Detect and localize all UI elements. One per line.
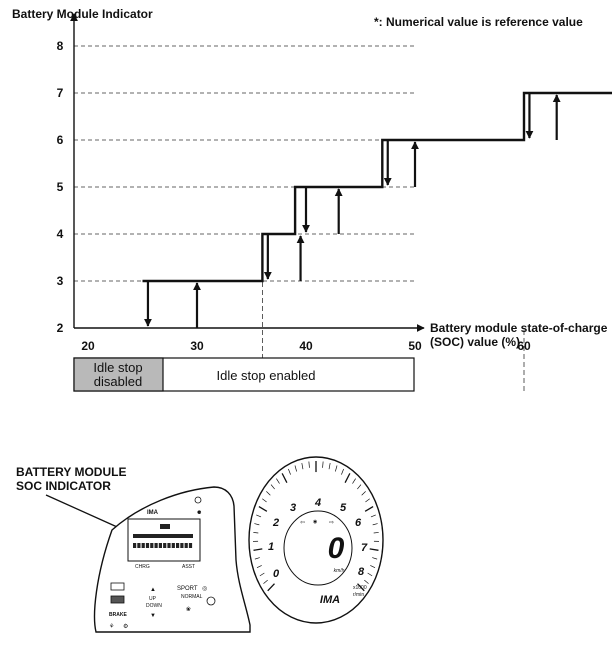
indicator-lamp-2 — [111, 596, 124, 603]
tach-digit-6: 6 — [355, 517, 362, 529]
misc-icon: ◎ — [202, 586, 207, 592]
callout-label-1: BATTERY MODULE — [16, 465, 126, 479]
step-curve-line — [143, 46, 612, 281]
callout-label-2: SOC INDICATOR — [16, 479, 111, 493]
chrg-label: CHRG — [135, 564, 150, 570]
soc-segment-6 — [155, 543, 158, 548]
soc-segment-1 — [133, 543, 136, 548]
tach-digit-0: 0 — [273, 568, 280, 580]
zone-disabled-label-1: Idle stop — [93, 360, 142, 375]
soc-segment-5 — [150, 543, 153, 548]
y-tick-labels — [57, 39, 64, 335]
y-tick-5: 5 — [57, 180, 64, 194]
soc-segment-10 — [172, 543, 175, 548]
x-tick-30: 30 — [190, 339, 204, 353]
eco-icon: ❀ — [186, 606, 191, 613]
x-axis-label-line1: Battery module state-of-charge — [430, 321, 608, 335]
seatbelt-icon: ⚈ — [197, 510, 202, 516]
soc-segment-4 — [146, 543, 149, 548]
tach-digit-8: 8 — [358, 566, 365, 578]
y-tick-7: 7 — [57, 86, 64, 100]
zone-enabled-label: Idle stop enabled — [216, 368, 315, 383]
soc-segment-3 — [142, 543, 145, 548]
soc-segment-12 — [180, 543, 183, 548]
speed-readout: 0 — [328, 532, 345, 565]
headlight-icon: ◉ — [313, 519, 317, 525]
tach-unit: x1000 — [353, 585, 367, 591]
oil-icon: ⚘ — [109, 623, 114, 630]
ima-brand-logo: IMA — [320, 594, 340, 606]
soc-segment-13 — [185, 543, 188, 548]
up-label: UP — [149, 596, 157, 602]
speed-unit: km/h — [334, 568, 345, 574]
soc-segment-7 — [159, 543, 162, 548]
engine-icon: ⚙ — [123, 623, 128, 630]
soc-bar-row-1 — [133, 534, 193, 538]
down-arrow-icon: ▼ — [150, 613, 156, 619]
y-tick-8: 8 — [57, 39, 64, 53]
x-tick-50: 50 — [408, 339, 422, 353]
soc-step-curve — [143, 46, 612, 281]
y-tick-3: 3 — [57, 274, 64, 288]
soc-segment-11 — [176, 543, 179, 548]
soc-segment-14 — [189, 543, 192, 548]
tach-rpm: r/min — [353, 592, 364, 598]
x-tick-60: 60 — [517, 339, 531, 353]
chart-y-title: Battery Module Indicator — [12, 7, 153, 21]
left-turn-icon: ⇦ — [300, 520, 305, 526]
tach-digit-5: 5 — [340, 502, 347, 514]
tach-digit-4: 4 — [314, 497, 321, 509]
right-turn-icon: ⇨ — [329, 520, 334, 526]
sport-label: SPORT — [177, 586, 198, 592]
soc-segment-9 — [167, 543, 170, 548]
x-tick-40: 40 — [299, 339, 313, 353]
tach-digit-3: 3 — [290, 502, 296, 514]
soc-display-top-block — [160, 524, 170, 529]
soc-segment-2 — [137, 543, 140, 548]
asst-label: ASST — [182, 564, 195, 570]
down-label: DOWN — [146, 603, 162, 609]
ima-indicator-label: IMA — [147, 510, 159, 516]
tach-digit-2: 2 — [272, 517, 279, 529]
y-tick-4: 4 — [57, 227, 64, 241]
x-axis-label-line2: (SOC) value (%) — [430, 335, 520, 349]
tach-digit-1: 1 — [268, 541, 274, 553]
y-tick-6: 6 — [57, 133, 64, 147]
brake-label: BRAKE — [109, 612, 127, 618]
zone-disabled-label-2: disabled — [94, 374, 142, 389]
up-arrow-icon: ▲ — [150, 587, 156, 593]
chart-note: *: Numerical value is reference value — [374, 15, 583, 29]
y-tick-2: 2 — [57, 321, 64, 335]
soc-segment-8 — [163, 543, 166, 548]
grid-lines — [74, 46, 414, 281]
tach-digit-7: 7 — [361, 542, 368, 554]
x-tick-20: 20 — [81, 339, 95, 353]
x-tick-labels — [81, 339, 612, 353]
normal-label: NORMAL — [181, 594, 203, 600]
